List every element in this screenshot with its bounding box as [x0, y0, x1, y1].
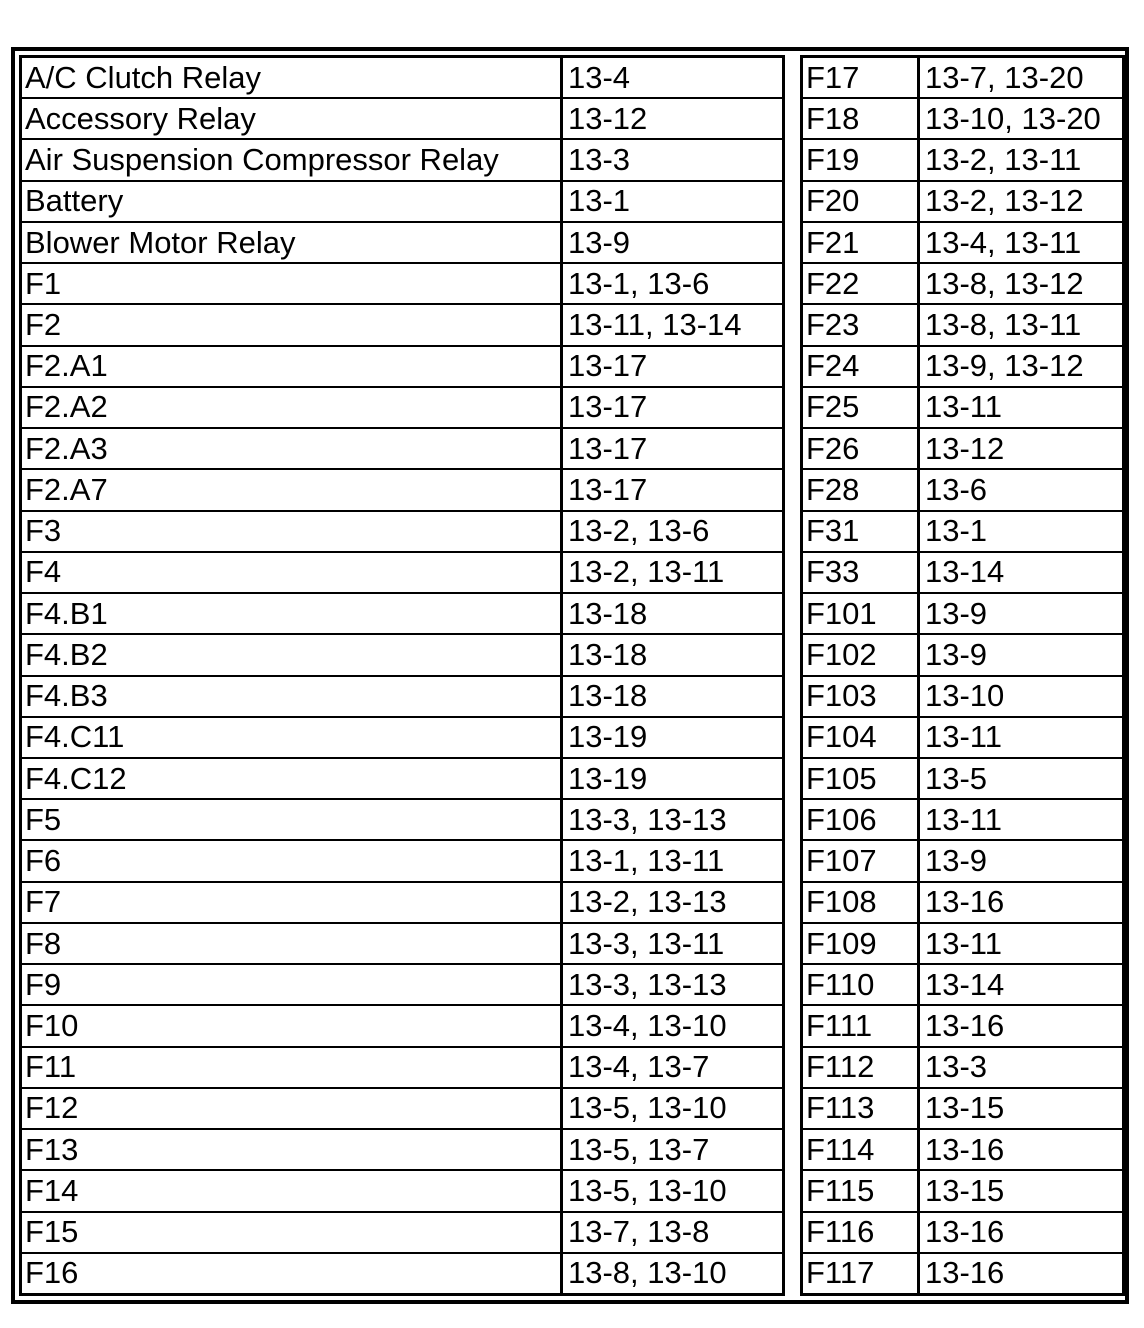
component-name-cell: F4.C12: [22, 759, 563, 798]
component-name-cell: F106: [803, 800, 920, 839]
component-name-cell: Blower Motor Relay: [22, 223, 563, 262]
page-reference-cell: 13-3, 13-11: [568, 925, 725, 961]
component-name-cell: F105: [803, 759, 920, 798]
right-table-row: [803, 1130, 1122, 1171]
page-reference-cell: 13-9: [925, 843, 988, 879]
component-name-cell: F19: [803, 140, 920, 179]
component-name-cell: F24: [803, 347, 920, 386]
right-index-table: [800, 55, 1125, 1296]
right-table-row: [803, 388, 1122, 429]
left-table-row: [22, 883, 782, 924]
page-reference-cell: 13-5, 13-7: [568, 1131, 710, 1167]
component-name-cell: F16: [22, 1254, 563, 1293]
component-name-cell: F9: [22, 965, 563, 1004]
left-table-row: [22, 553, 782, 594]
left-table-row: [22, 594, 782, 635]
right-table-row: [803, 264, 1122, 305]
page-reference-cell: 13-16: [925, 884, 1005, 920]
left-table-row: [22, 429, 782, 470]
component-name-cell: F112: [803, 1048, 920, 1087]
left-table-row: [22, 1171, 782, 1212]
component-name-cell: F2.A1: [22, 347, 563, 386]
page-reference-cell: 13-4, 13-11: [925, 224, 1082, 260]
page-reference-cell: 13-12: [568, 100, 648, 136]
component-name-cell: F2.A3: [22, 429, 563, 468]
page-reference-cell: 13-15: [925, 1172, 1005, 1208]
component-name-cell: F107: [803, 841, 920, 880]
right-table-row: [803, 1089, 1122, 1130]
right-table-row: [803, 470, 1122, 511]
page-reference-cell: 13-5, 13-10: [568, 1172, 727, 1208]
left-table-row: [22, 470, 782, 511]
page-reference-cell: 13-11: [925, 389, 1002, 425]
right-table-row: [803, 841, 1122, 882]
left-table-row: [22, 718, 782, 759]
page-reference-cell: 13-2, 13-11: [925, 142, 1082, 178]
page-reference-cell: 13-11: [925, 801, 1002, 837]
page-reference-cell: 13-11: [925, 925, 1002, 961]
left-table-row: [22, 388, 782, 429]
component-name-cell: F113: [803, 1089, 920, 1128]
left-table-row: [22, 759, 782, 800]
left-table-row: [22, 347, 782, 388]
page-reference-cell: 13-7, 13-8: [568, 1214, 710, 1250]
component-name-cell: F117: [803, 1254, 920, 1293]
component-name-cell: F33: [803, 553, 920, 592]
right-table-row: [803, 99, 1122, 140]
page-reference-cell: 13-16: [925, 1008, 1005, 1043]
component-name-cell: F20: [803, 182, 920, 221]
left-table-row: [22, 965, 782, 1006]
component-name-cell: F116: [803, 1213, 920, 1252]
right-table-row: [803, 223, 1122, 264]
left-table-row: [22, 635, 782, 676]
right-table-row: [803, 182, 1122, 223]
component-name-cell: F2.A2: [22, 388, 563, 427]
page-reference-cell: 13-9: [925, 636, 988, 672]
component-name-cell: F114: [803, 1130, 920, 1169]
left-table-row: [22, 1006, 782, 1047]
page-reference-cell: 13-11, 13-14: [568, 307, 742, 343]
left-table-row: [22, 1089, 782, 1130]
page-reference-cell: 13-14: [925, 966, 1005, 1002]
right-table-row: [803, 594, 1122, 635]
page-reference-cell: 13-18: [568, 636, 648, 672]
left-table-row: [22, 512, 782, 553]
left-table-row: [22, 223, 782, 264]
right-table-row: [803, 965, 1122, 1006]
page-reference-cell: 13-10, 13-20: [925, 100, 1101, 136]
page-reference-cell: 13-18: [568, 678, 648, 714]
component-name-cell: F4.B2: [22, 635, 563, 674]
page-reference-cell: 13-12: [925, 430, 1005, 466]
page-reference-cell: 13-15: [925, 1090, 1005, 1126]
component-name-cell: F4.C11: [22, 718, 563, 757]
page-reference-cell: 13-4: [568, 59, 631, 95]
page-reference-cell: 13-2, 13-6: [568, 513, 710, 549]
component-name-cell: F4.B1: [22, 594, 563, 633]
component-name-cell: Air Suspension Compressor Relay: [22, 140, 563, 179]
right-table-row: [803, 429, 1122, 470]
left-table-row: [22, 1254, 782, 1293]
component-name-cell: F4.B3: [22, 677, 563, 716]
component-name-cell: F111: [803, 1006, 920, 1045]
right-table-row: [803, 718, 1122, 759]
component-name-cell: F104: [803, 718, 920, 757]
page-reference-cell: 13-4, 13-7: [568, 1049, 710, 1085]
component-name-cell: Battery: [22, 182, 563, 221]
page-reference-cell: 13-16: [925, 1214, 1005, 1250]
component-name-cell: F6: [22, 841, 563, 880]
left-table-row: [22, 264, 782, 305]
page-reference-cell: 13-3, 13-13: [568, 966, 727, 1002]
page-reference-cell: 13-18: [568, 595, 648, 631]
page-reference-cell: 13-9: [925, 595, 988, 631]
page-reference-cell: 13-2, 13-11: [568, 554, 725, 590]
component-name-cell: F115: [803, 1171, 920, 1210]
page-reference-cell: 13-8, 13-10: [568, 1255, 727, 1291]
component-name-cell: F109: [803, 924, 920, 963]
component-name-cell: F4: [22, 553, 563, 592]
left-table-row: [22, 182, 782, 223]
component-name-cell: F17: [803, 58, 920, 97]
left-table-row: [22, 677, 782, 718]
component-name-cell: Accessory Relay: [22, 99, 563, 138]
page-reference-cell: 13-7, 13-20: [925, 59, 1084, 95]
component-name-cell: F15: [22, 1213, 563, 1252]
right-table-row: [803, 800, 1122, 841]
component-name-cell: F101: [803, 594, 920, 633]
page-reference-cell: 13-10: [925, 678, 1005, 714]
component-name-cell: F102: [803, 635, 920, 674]
component-name-cell: A/C Clutch Relay: [22, 58, 563, 97]
right-table-row: [803, 759, 1122, 800]
page-reference-cell: 13-3: [925, 1049, 988, 1085]
page-reference-cell: 13-9: [568, 224, 631, 260]
left-table-row: [22, 924, 782, 965]
right-table-row: [803, 512, 1122, 553]
right-table-row: [803, 1006, 1122, 1047]
component-name-cell: F14: [22, 1171, 563, 1210]
right-table-row: [803, 58, 1122, 99]
left-table-row: [22, 99, 782, 140]
page-reference-cell: 13-2, 13-13: [568, 884, 727, 920]
component-name-cell: F31: [803, 512, 920, 551]
component-name-cell: F13: [22, 1130, 563, 1169]
component-name-cell: F5: [22, 800, 563, 839]
component-name-cell: F1: [22, 264, 563, 303]
component-name-cell: F2.A7: [22, 470, 563, 509]
right-table-row: [803, 140, 1122, 181]
component-name-cell: F110: [803, 965, 920, 1004]
component-name-cell: F22: [803, 264, 920, 303]
right-table-row: [803, 1171, 1122, 1212]
component-name-cell: F3: [22, 512, 563, 551]
component-name-cell: F7: [22, 883, 563, 922]
page-reference-cell: 13-1: [568, 183, 631, 219]
right-table-row: [803, 1213, 1122, 1254]
page-reference-cell: 13-1, 13-11: [568, 843, 725, 879]
page-reference-cell: 13-3: [568, 142, 631, 178]
page-reference-cell: 13-5, 13-10: [568, 1090, 727, 1126]
component-name-cell: F2: [22, 305, 563, 344]
page-reference-cell: 13-19: [568, 719, 648, 755]
component-name-cell: F21: [803, 223, 920, 262]
left-table-row: [22, 1213, 782, 1254]
page-reference-cell: 13-5: [925, 760, 988, 796]
left-table-row: [22, 58, 782, 99]
page-reference-cell: 13-17: [568, 348, 648, 384]
page-reference-cell: 13-9, 13-12: [925, 348, 1084, 384]
component-name-cell: F23: [803, 305, 920, 344]
page-reference-cell: 13-8, 13-11: [925, 307, 1082, 343]
component-name-cell: F26: [803, 429, 920, 468]
page-reference-cell: 13-19: [568, 760, 648, 796]
right-table-row: [803, 1048, 1122, 1089]
right-table-row: [803, 1254, 1122, 1293]
index-table-frame: [11, 47, 1129, 1304]
component-name-cell: F18: [803, 99, 920, 138]
right-table-row: [803, 924, 1122, 965]
page-reference-cell: 13-1, 13-6: [568, 265, 710, 301]
page-reference-cell: 13-1: [925, 513, 988, 549]
left-index-table: [19, 55, 785, 1296]
component-name-cell: F12: [22, 1089, 563, 1128]
page-reference-cell: 13-8, 13-12: [925, 265, 1084, 301]
left-table-row: [22, 841, 782, 882]
component-name-cell: F103: [803, 677, 920, 716]
component-name-cell: F25: [803, 388, 920, 427]
left-table-row: [22, 140, 782, 181]
page-reference-cell: 13-16: [925, 1131, 1005, 1167]
left-table-row: [22, 1048, 782, 1089]
component-name-cell: F10: [22, 1006, 563, 1045]
page-reference-cell: 13-17: [568, 471, 648, 507]
right-table-row: [803, 347, 1122, 388]
component-name-cell: F11: [22, 1048, 563, 1087]
page-reference-cell: 13-3, 13-13: [568, 801, 727, 837]
right-table-row: [803, 305, 1122, 346]
page-reference-cell: 13-6: [925, 471, 988, 507]
left-table-row: [22, 305, 782, 346]
page-reference-cell: 13-16: [925, 1255, 1005, 1291]
page-reference-cell: 13-2, 13-12: [925, 183, 1084, 219]
page-reference-cell: 13-17: [568, 430, 648, 466]
page-reference-cell: 13-11: [925, 719, 1002, 755]
left-table-row: [22, 800, 782, 841]
page-reference-cell: 13-4, 13-10: [568, 1008, 727, 1043]
page-reference-cell: 13-17: [568, 389, 648, 425]
right-table-row: [803, 635, 1122, 676]
left-table-row: [22, 1130, 782, 1171]
right-table-row: [803, 883, 1122, 924]
right-table-row: [803, 677, 1122, 718]
component-name-cell: F28: [803, 470, 920, 509]
right-table-row: [803, 553, 1122, 594]
component-name-cell: F108: [803, 883, 920, 922]
page-reference-cell: 13-14: [925, 554, 1005, 590]
component-name-cell: F8: [22, 924, 563, 963]
